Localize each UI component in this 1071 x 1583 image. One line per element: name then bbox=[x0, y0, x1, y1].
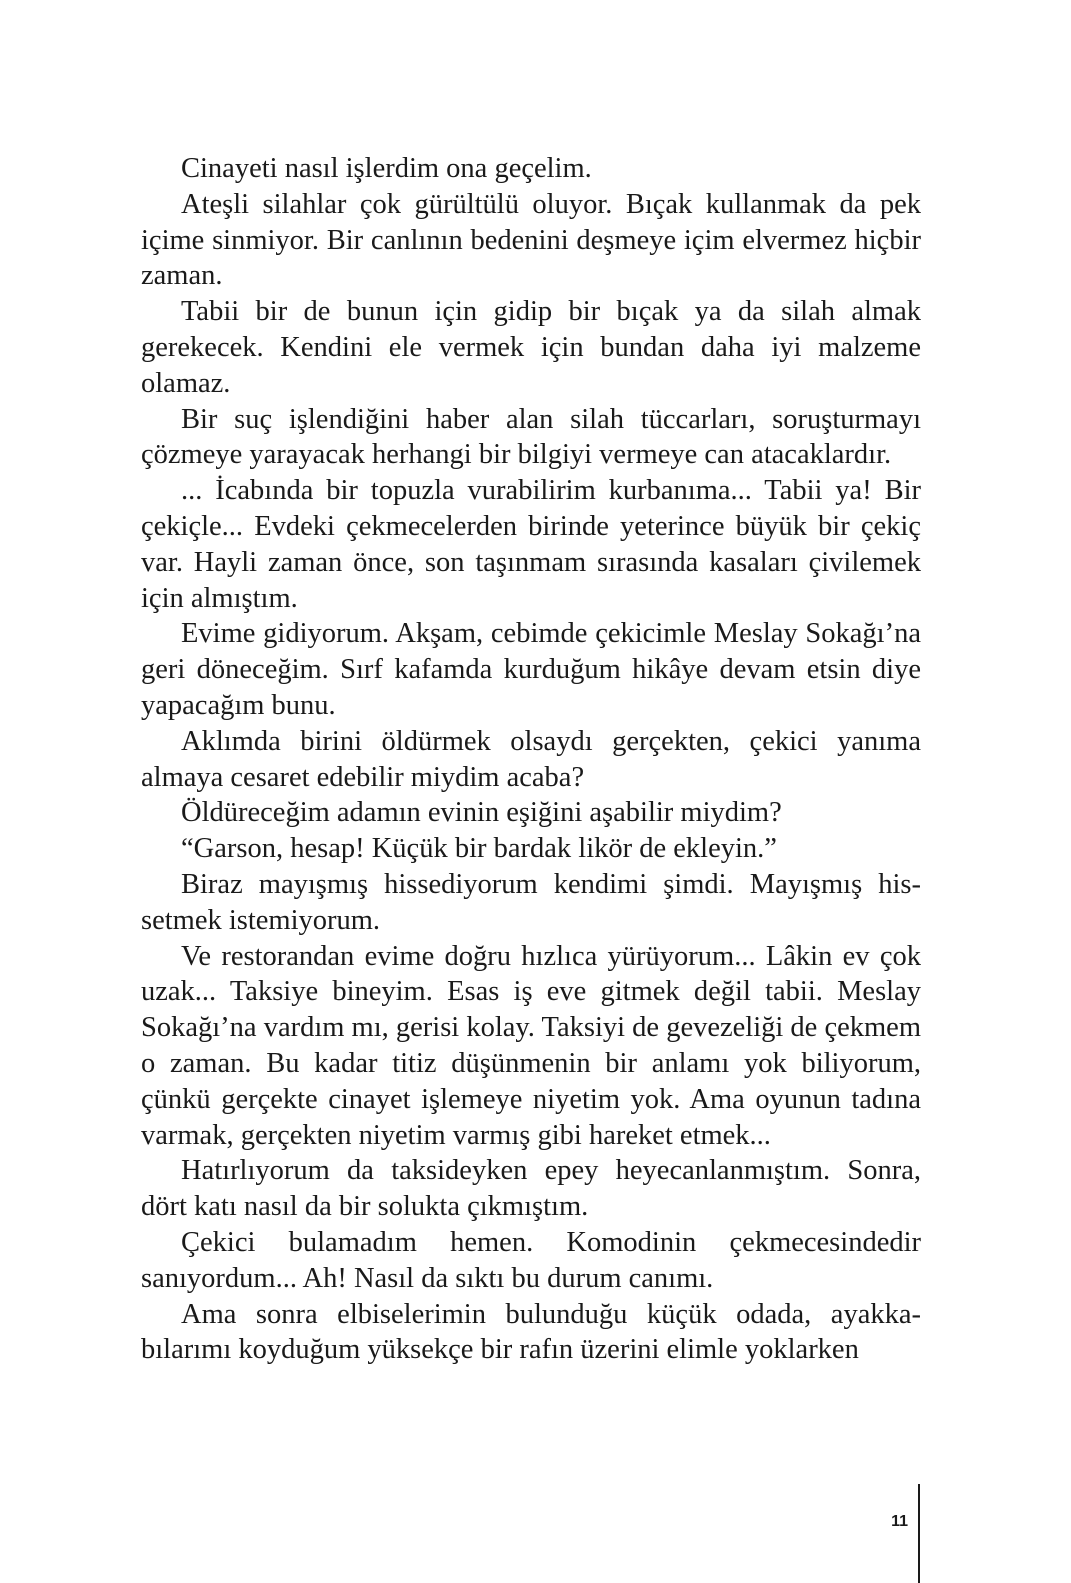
page-number-rule bbox=[918, 1484, 920, 1583]
paragraph: Ateşli silahlar çok gürültülü oluyor. Bıçak kullanmak da pek içime sinmiyor. Bir canlının bedenini deşmeye içim elvermez hiçbir zaman. bbox=[141, 188, 921, 292]
paragraph: Bir suç işlendiğini haber alan silah tüccarları, soruşturmayı çözmeye yarayacak herhangi bir bilgiyi vermeye can atacaklardır. bbox=[141, 403, 921, 471]
body-text bbox=[141, 151, 921, 1368]
paragraph: Biraz mayışmış hissediyorum kendimi şimdi. Mayışmış hissetmek istemiyorum. bbox=[141, 868, 921, 936]
paragraph: Aklımda birini öldürmek olsaydı gerçekten, çekici yanıma almaya cesaret edebilir miydim acaba? bbox=[141, 725, 921, 793]
paragraph: Hatırlıyorum da taksideyken epey heyecanlanmıştım. Sonra, dört katı nasıl da bir solukta çıkmıştım. bbox=[141, 1155, 921, 1223]
page-number: 11 bbox=[891, 1513, 908, 1530]
paragraph: Tabii bir de bunun için gidip bir bıçak ya da silah almak gerekecek. Kendini ele vermek için bundan daha iyi malzeme olamaz. bbox=[141, 296, 921, 399]
paragraph: Ve restorandan evime doğru hızlıca yürüyorum... Lâkin ev çok uzak... Taksiye bineyim. Esas iş eve gitmek değil tabii. Meslay Sokağı’na vardım mı, gerisi kolay. Taksiyi de gevezeliği de çekmem o zaman. Bu kadar titiz düşünmenin bir anlamı yok biliyorum, çünkü gerçekte cinayet işlemeye niyetim yok. Ama oyunun tadına varmak, gerçekten niyetim varmış gibi hareket etmek... bbox=[141, 940, 921, 1151]
paragraph: Ama sonra elbiselerimin bulunduğu küçük odada, ayakkabılarımı koyduğum yüksekçe bir rafın üzerini elimle yoklarken bbox=[141, 1298, 921, 1366]
paragraph: “Garson, hesap! Küçük bir bardak likör de ekleyin.” bbox=[181, 833, 777, 865]
paragraph: Öldüreceğim adamın evinin eşiğini aşabilir miydim? bbox=[181, 797, 782, 829]
paragraph: Çekici bulamadım hemen. Komodinin çekmecesindedir sanıyordum... Ah! Nasıl da sıktı bu durum canımı. bbox=[141, 1226, 921, 1294]
paragraph: Evime gidiyorum. Akşam, cebimde çekicimle Meslay Sokağı’na geri döneceğim. Sırf kafamda kurduğum hikâye devam etsin diye yapacağım bunu. bbox=[141, 618, 921, 721]
paragraph: Cinayeti nasıl işlerdim ona geçelim. bbox=[181, 153, 592, 184]
paragraph: ... İcabında bir topuzla vurabilirim kurbanıma... Tabii ya! Bir çekiçle... Evdeki çekmecelerden birinde yeterince büyük bir çekiç var. Hayli zaman önce, son taşınmam sırasında kasaları çivilemek için almıştım. bbox=[141, 475, 921, 614]
